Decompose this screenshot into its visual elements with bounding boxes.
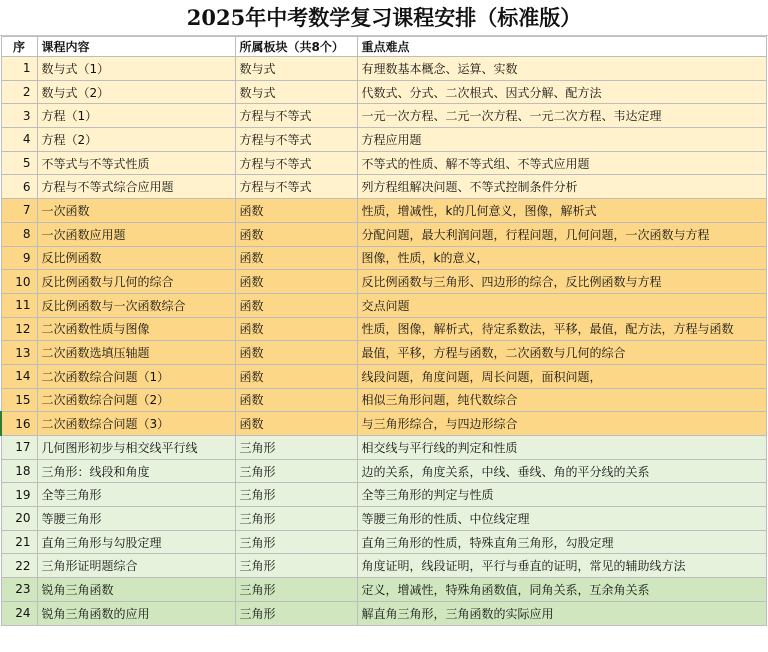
table-row[interactable]	[1, 601, 766, 625]
table-row[interactable]	[1, 128, 766, 152]
row-module[interactable]: 函数	[235, 222, 357, 246]
row-module[interactable]: 三角形	[235, 530, 357, 554]
row-index[interactable]: 21	[1, 530, 37, 554]
table-row[interactable]	[1, 436, 766, 460]
table-row[interactable]	[1, 80, 766, 104]
row-focus[interactable]: 性质，图像，解析式，待定系数法，平移，最值，配方法，方程与函数	[357, 317, 766, 341]
row-course[interactable]: 二次函数选填压轴题	[37, 341, 235, 365]
row-course[interactable]: 锐角三角函数	[37, 578, 235, 602]
row-index[interactable]: 7	[1, 199, 37, 223]
row-course[interactable]: 一次函数	[37, 199, 235, 223]
row-course[interactable]: 一次函数应用题	[37, 222, 235, 246]
row-module[interactable]: 方程与不等式	[235, 128, 357, 152]
row-module[interactable]: 函数	[235, 293, 357, 317]
row-course[interactable]: 反比例函数与一次函数综合	[37, 293, 235, 317]
row-focus[interactable]: 角度证明，线段证明，平行与垂直的证明，常见的辅助线方法	[357, 554, 766, 578]
row-index[interactable]: 11	[1, 293, 37, 317]
row-index[interactable]: 12	[1, 317, 37, 341]
row-focus[interactable]: 代数式、分式、二次根式、因式分解、配方法	[357, 80, 766, 104]
table-row[interactable]	[1, 483, 766, 507]
row-course[interactable]: 数与式（2）	[37, 80, 235, 104]
row-index[interactable]: 1	[1, 57, 37, 81]
row-focus[interactable]: 相似三角形问题，纯代数综合	[357, 388, 766, 412]
table-row[interactable]	[1, 222, 766, 246]
row-index[interactable]: 13	[1, 341, 37, 365]
row-course[interactable]: 反比例函数与几何的综合	[37, 270, 235, 294]
table-row[interactable]	[1, 459, 766, 483]
row-module[interactable]: 三角形	[235, 601, 357, 625]
row-focus[interactable]: 最值，平移，方程与函数，二次函数与几何的综合	[357, 341, 766, 365]
row-module[interactable]: 方程与不等式	[235, 151, 357, 175]
row-course[interactable]: 三角形：线段和角度	[37, 459, 235, 483]
row-index[interactable]: 24	[1, 601, 37, 625]
row-index[interactable]: 8	[1, 222, 37, 246]
row-module[interactable]: 函数	[235, 199, 357, 223]
row-index[interactable]: 19	[1, 483, 37, 507]
table-row[interactable]	[1, 104, 766, 128]
row-module[interactable]: 函数	[235, 412, 357, 436]
row-index[interactable]: 10	[1, 270, 37, 294]
table-row[interactable]	[1, 57, 766, 81]
row-index[interactable]: 15	[1, 388, 37, 412]
row-course[interactable]: 直角三角形与勾股定理	[37, 530, 235, 554]
row-module[interactable]: 数与式	[235, 57, 357, 81]
row-course[interactable]: 方程与不等式综合应用题	[37, 175, 235, 199]
schedule-table	[0, 36, 767, 626]
row-focus[interactable]: 相交线与平行线的判定和性质	[357, 436, 766, 460]
sheet-title: 2025年中考数学复习课程安排（标准版）	[0, 0, 768, 36]
row-focus[interactable]: 全等三角形的判定与性质	[357, 483, 766, 507]
row-course[interactable]: 二次函数综合问题（3）	[37, 412, 235, 436]
row-course[interactable]: 三角形证明题综合	[37, 554, 235, 578]
row-course[interactable]: 几何图形初步与相交线平行线	[37, 436, 235, 460]
row-module[interactable]: 函数	[235, 388, 357, 412]
row-focus[interactable]: 有理数基本概念、运算、实数	[357, 57, 766, 81]
row-focus[interactable]: 图像，性质，k的意义，	[357, 246, 766, 270]
table-row[interactable]	[1, 578, 766, 602]
table-row[interactable]	[1, 270, 766, 294]
row-index[interactable]: 16	[1, 412, 37, 436]
row-module[interactable]: 函数	[235, 364, 357, 388]
table-row[interactable]	[1, 293, 766, 317]
row-index[interactable]: 17	[1, 436, 37, 460]
row-course[interactable]: 锐角三角函数的应用	[37, 601, 235, 625]
row-index[interactable]: 9	[1, 246, 37, 270]
header-module[interactable]: 所属板块（共8个）	[235, 37, 357, 57]
row-course[interactable]: 数与式（1）	[37, 57, 235, 81]
row-module[interactable]: 方程与不等式	[235, 175, 357, 199]
row-course[interactable]: 方程（2）	[37, 128, 235, 152]
row-index[interactable]: 20	[1, 507, 37, 531]
row-module[interactable]: 方程与不等式	[235, 104, 357, 128]
row-module[interactable]: 数与式	[235, 80, 357, 104]
row-course[interactable]: 不等式与不等式性质	[37, 151, 235, 175]
row-index[interactable]: 22	[1, 554, 37, 578]
row-focus[interactable]: 反比例函数与三角形、四边形的综合，反比例函数与方程	[357, 270, 766, 294]
row-focus[interactable]: 分配问题，最大利润问题，行程问题，几何问题，一次函数与方程	[357, 222, 766, 246]
row-focus[interactable]: 不等式的性质、解不等式组、不等式应用题	[357, 151, 766, 175]
row-index[interactable]: 6	[1, 175, 37, 199]
row-module[interactable]: 三角形	[235, 554, 357, 578]
row-course[interactable]: 二次函数性质与图像	[37, 317, 235, 341]
row-module[interactable]: 三角形	[235, 436, 357, 460]
row-focus[interactable]: 交点问题	[357, 293, 766, 317]
row-index[interactable]: 3	[1, 104, 37, 128]
row-index[interactable]: 23	[1, 578, 37, 602]
table-row[interactable]	[1, 412, 766, 436]
row-focus[interactable]: 解直角三角形，三角函数的实际应用	[357, 601, 766, 625]
row-focus[interactable]: 列方程组解决问题、不等式控制条件分析	[357, 175, 766, 199]
row-focus[interactable]: 定义，增减性，特殊角函数值，同角关系，互余角关系	[357, 578, 766, 602]
row-focus[interactable]: 线段问题，角度问题，周长问题，面积问题，	[357, 364, 766, 388]
table-row[interactable]	[1, 364, 766, 388]
row-index[interactable]: 5	[1, 151, 37, 175]
header-row	[1, 37, 766, 57]
row-course[interactable]: 二次函数综合问题（1）	[37, 364, 235, 388]
row-module[interactable]: 三角形	[235, 459, 357, 483]
table-row[interactable]	[1, 317, 766, 341]
header-course[interactable]: 课程内容	[37, 37, 235, 57]
header-index[interactable]: 序	[1, 37, 37, 57]
row-focus[interactable]: 方程应用题	[357, 128, 766, 152]
row-index[interactable]: 14	[1, 364, 37, 388]
row-index[interactable]: 4	[1, 128, 37, 152]
row-focus[interactable]: 边的关系，角度关系，中线、垂线、角的平分线的关系	[357, 459, 766, 483]
row-course[interactable]: 方程（1）	[37, 104, 235, 128]
table-row[interactable]	[1, 151, 766, 175]
table-row[interactable]	[1, 554, 766, 578]
row-focus[interactable]: 性质，增减性，k的几何意义，图像，解析式	[357, 199, 766, 223]
row-module[interactable]: 三角形	[235, 578, 357, 602]
row-course[interactable]: 反比例函数	[37, 246, 235, 270]
row-course[interactable]: 全等三角形	[37, 483, 235, 507]
row-module[interactable]: 函数	[235, 270, 357, 294]
table-row[interactable]	[1, 246, 766, 270]
row-index[interactable]: 2	[1, 80, 37, 104]
row-focus[interactable]: 等腰三角形的性质、中位线定理	[357, 507, 766, 531]
table-row[interactable]	[1, 388, 766, 412]
table-row[interactable]	[1, 341, 766, 365]
row-module[interactable]: 三角形	[235, 507, 357, 531]
row-course[interactable]: 二次函数综合问题（2）	[37, 388, 235, 412]
row-focus[interactable]: 一元一次方程、二元一次方程、一元二次方程、韦达定理	[357, 104, 766, 128]
row-module[interactable]: 三角形	[235, 483, 357, 507]
row-focus[interactable]: 与三角形综合，与四边形综合	[357, 412, 766, 436]
table-row[interactable]	[1, 175, 766, 199]
row-module[interactable]: 函数	[235, 317, 357, 341]
header-focus[interactable]: 重点难点	[357, 37, 766, 57]
row-course[interactable]: 等腰三角形	[37, 507, 235, 531]
table-row[interactable]	[1, 199, 766, 223]
row-index[interactable]: 18	[1, 459, 37, 483]
row-focus[interactable]: 直角三角形的性质，特殊直角三角形，勾股定理	[357, 530, 766, 554]
table-row[interactable]	[1, 507, 766, 531]
row-module[interactable]: 函数	[235, 341, 357, 365]
table-row[interactable]	[1, 530, 766, 554]
row-module[interactable]: 函数	[235, 246, 357, 270]
